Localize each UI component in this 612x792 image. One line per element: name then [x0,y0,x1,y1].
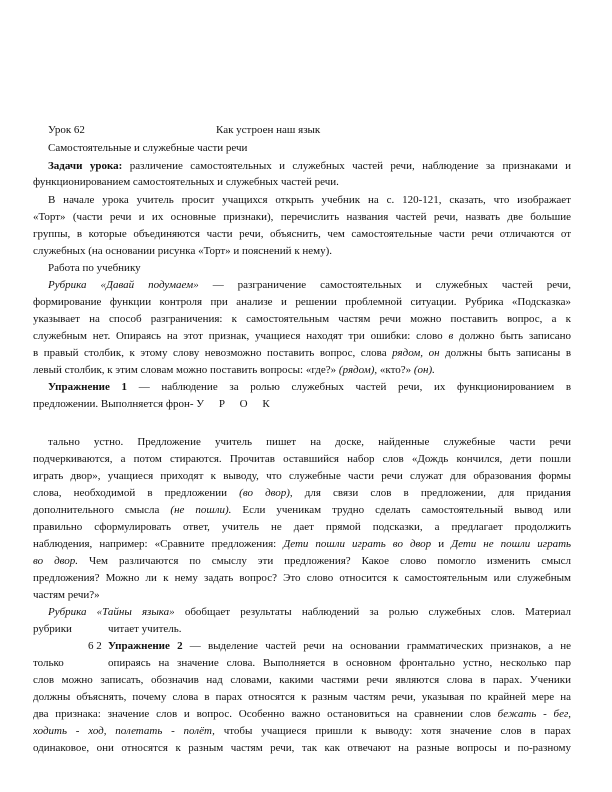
body-line-3: играть двор», учащиеся приходят к выводу, что служебные части речи служат для образования формы [33,470,571,482]
ex1-line-1: Упражнение 1 — наблюдение за ролью служебных частей речи, их функционированием в [48,381,571,393]
rubric-line-3: указывает на способ разграничения: к самостоятельным частям речи можно поставить вопрос, а к [33,313,571,325]
body-line-10: частям речи?» [33,589,100,601]
lesson-subtitle: Самостоятельные и служебные части речи [48,142,248,154]
body-line-7: наблюдения, например: «Сравните предложения: Дети пошли играть во двор и Дети не пошли играть [33,538,571,550]
ex1-label: Упражнение 1 [48,381,128,393]
ex2-line-7: одинаковое, они относятся к разным частям речи, так как отвечают на разные вопросы и по-разному [33,742,571,754]
rubric-line-2: формирование функции контроля при анализе и решении проблемной ситуации. Рубрика «Подсказка» [33,296,571,308]
tasks-line-1: Задачи урока: различение самостоятельных и служебных частей речи, наблюдение за признаками и [48,160,571,172]
body-line-1: тально устно. Предложение учитель пишет на доске, найденные служебные части речи [48,436,571,448]
rubric-name: Рубрика «Давай подумаем» [48,279,199,291]
ex2-line-2b: опираясь на значение слова. Выполняется в основном фронтально устно, несколько пар [108,657,571,669]
ex2-label: Упражнение 2 [108,640,183,652]
rubric-line-6: левый столбик, к этим словам можно поставить вопросы: «где?» (рядом), «кто?» (он). [33,364,435,376]
rubric2-line-2a: рубрики [33,623,72,635]
ex2-line-1: Упражнение 2 — выделение частей речи на основании грамматических признаков, а не [108,640,571,652]
body-line-9: предложения? Можно ли к нему задать вопрос? Это слово относится к самостоятельным или служебным [33,572,571,584]
rubric2-name: Рубрика «Тайны языка» [48,606,175,618]
tasks-label: Задачи урока: [48,160,123,172]
intro-line-2: «Торт» (части речи и их основные признаки), перечислить названия частей речи, назвать две большие [33,211,571,223]
ex2-line-2a: только [33,657,64,669]
rubric2-line-1: Рубрика «Тайны языка» обобщает результаты наблюдений за ролью служебных слов. Материал [48,606,571,618]
intro-line-1: В начале урока учитель просит учащихся открыть учебник на с. 120-121, сказать, что изображает [48,194,571,206]
ex2-line-6: ходить - ход, полетать - полёт, чтобы учащиеся пришли к выводу: хотя значение слов в парах [33,725,571,737]
body-line-2: подчеркиваются, а потом стираются. Прочитав оставшийся набор слов «Дождь кончился, дети пошли [33,453,571,465]
rubric-line-4: служебным нет. Опираясь на этот признак, учащиеся находят три ошибки: слово в должно быть записано [33,330,571,342]
lesson-number: Урок 62 [48,124,85,136]
rubric-line-5: в правый столбик, к этому слову невозможно поставить вопрос, слова рядом, он должны быть записаны в [33,347,571,359]
ex2-line-5: два признака: значение слов и вопрос. Особенно важно остановиться на сравнении слов бежать - бег, [33,708,571,720]
intro-line-4: служебных (на основании рисунка «Торт» и пояснений к нему). [33,245,333,257]
ex2-line-3: слов можно записать, обозначив над словами, какими частями речи являются слова в парах. Ученики [33,674,571,686]
body-line-5: дополнительного смысла (не пошли). Если ученикам трудно сделать самостоятельный вывод или [33,504,571,516]
tasks-line-2: функционированием самостоятельных и служебных частей речи. [33,176,339,188]
ex2-line-4: должны объяснять, почему слова в парах относятся к разным частям речи, указывая по крайней мере на [33,691,571,703]
rubric-line-1: Рубрика «Давай подумаем» — разграничение самостоятельных и служебных частей речи, [48,279,571,291]
rubric2-line-2b: читает учитель. [108,623,182,635]
body-line-8: во двор. Чем различаются по смыслу эти предложения? Какое слово помогло изменить смысл [33,555,571,567]
body-line-4: слова, необходимой в предложении (во двор), для связи слов в предложении, для придания [33,487,571,499]
lesson-topic: Как устроен наш язык [216,124,321,136]
watermark-text: У Р О К [196,398,276,410]
work-title: Работа по учебнику [48,262,141,274]
body-line-6: правильно сформулировать ответ, учитель не дает прямой подсказки, а предлагает продолжить [33,521,571,533]
intro-line-3: группы, в которые объединяются части речи, объяснить, чем самостоятельные части речи отличаются от [33,228,571,240]
ex2-number: 6 2 [88,640,102,652]
ex1-line-2: предложении. Выполняется фрон- У Р О К [33,398,276,410]
